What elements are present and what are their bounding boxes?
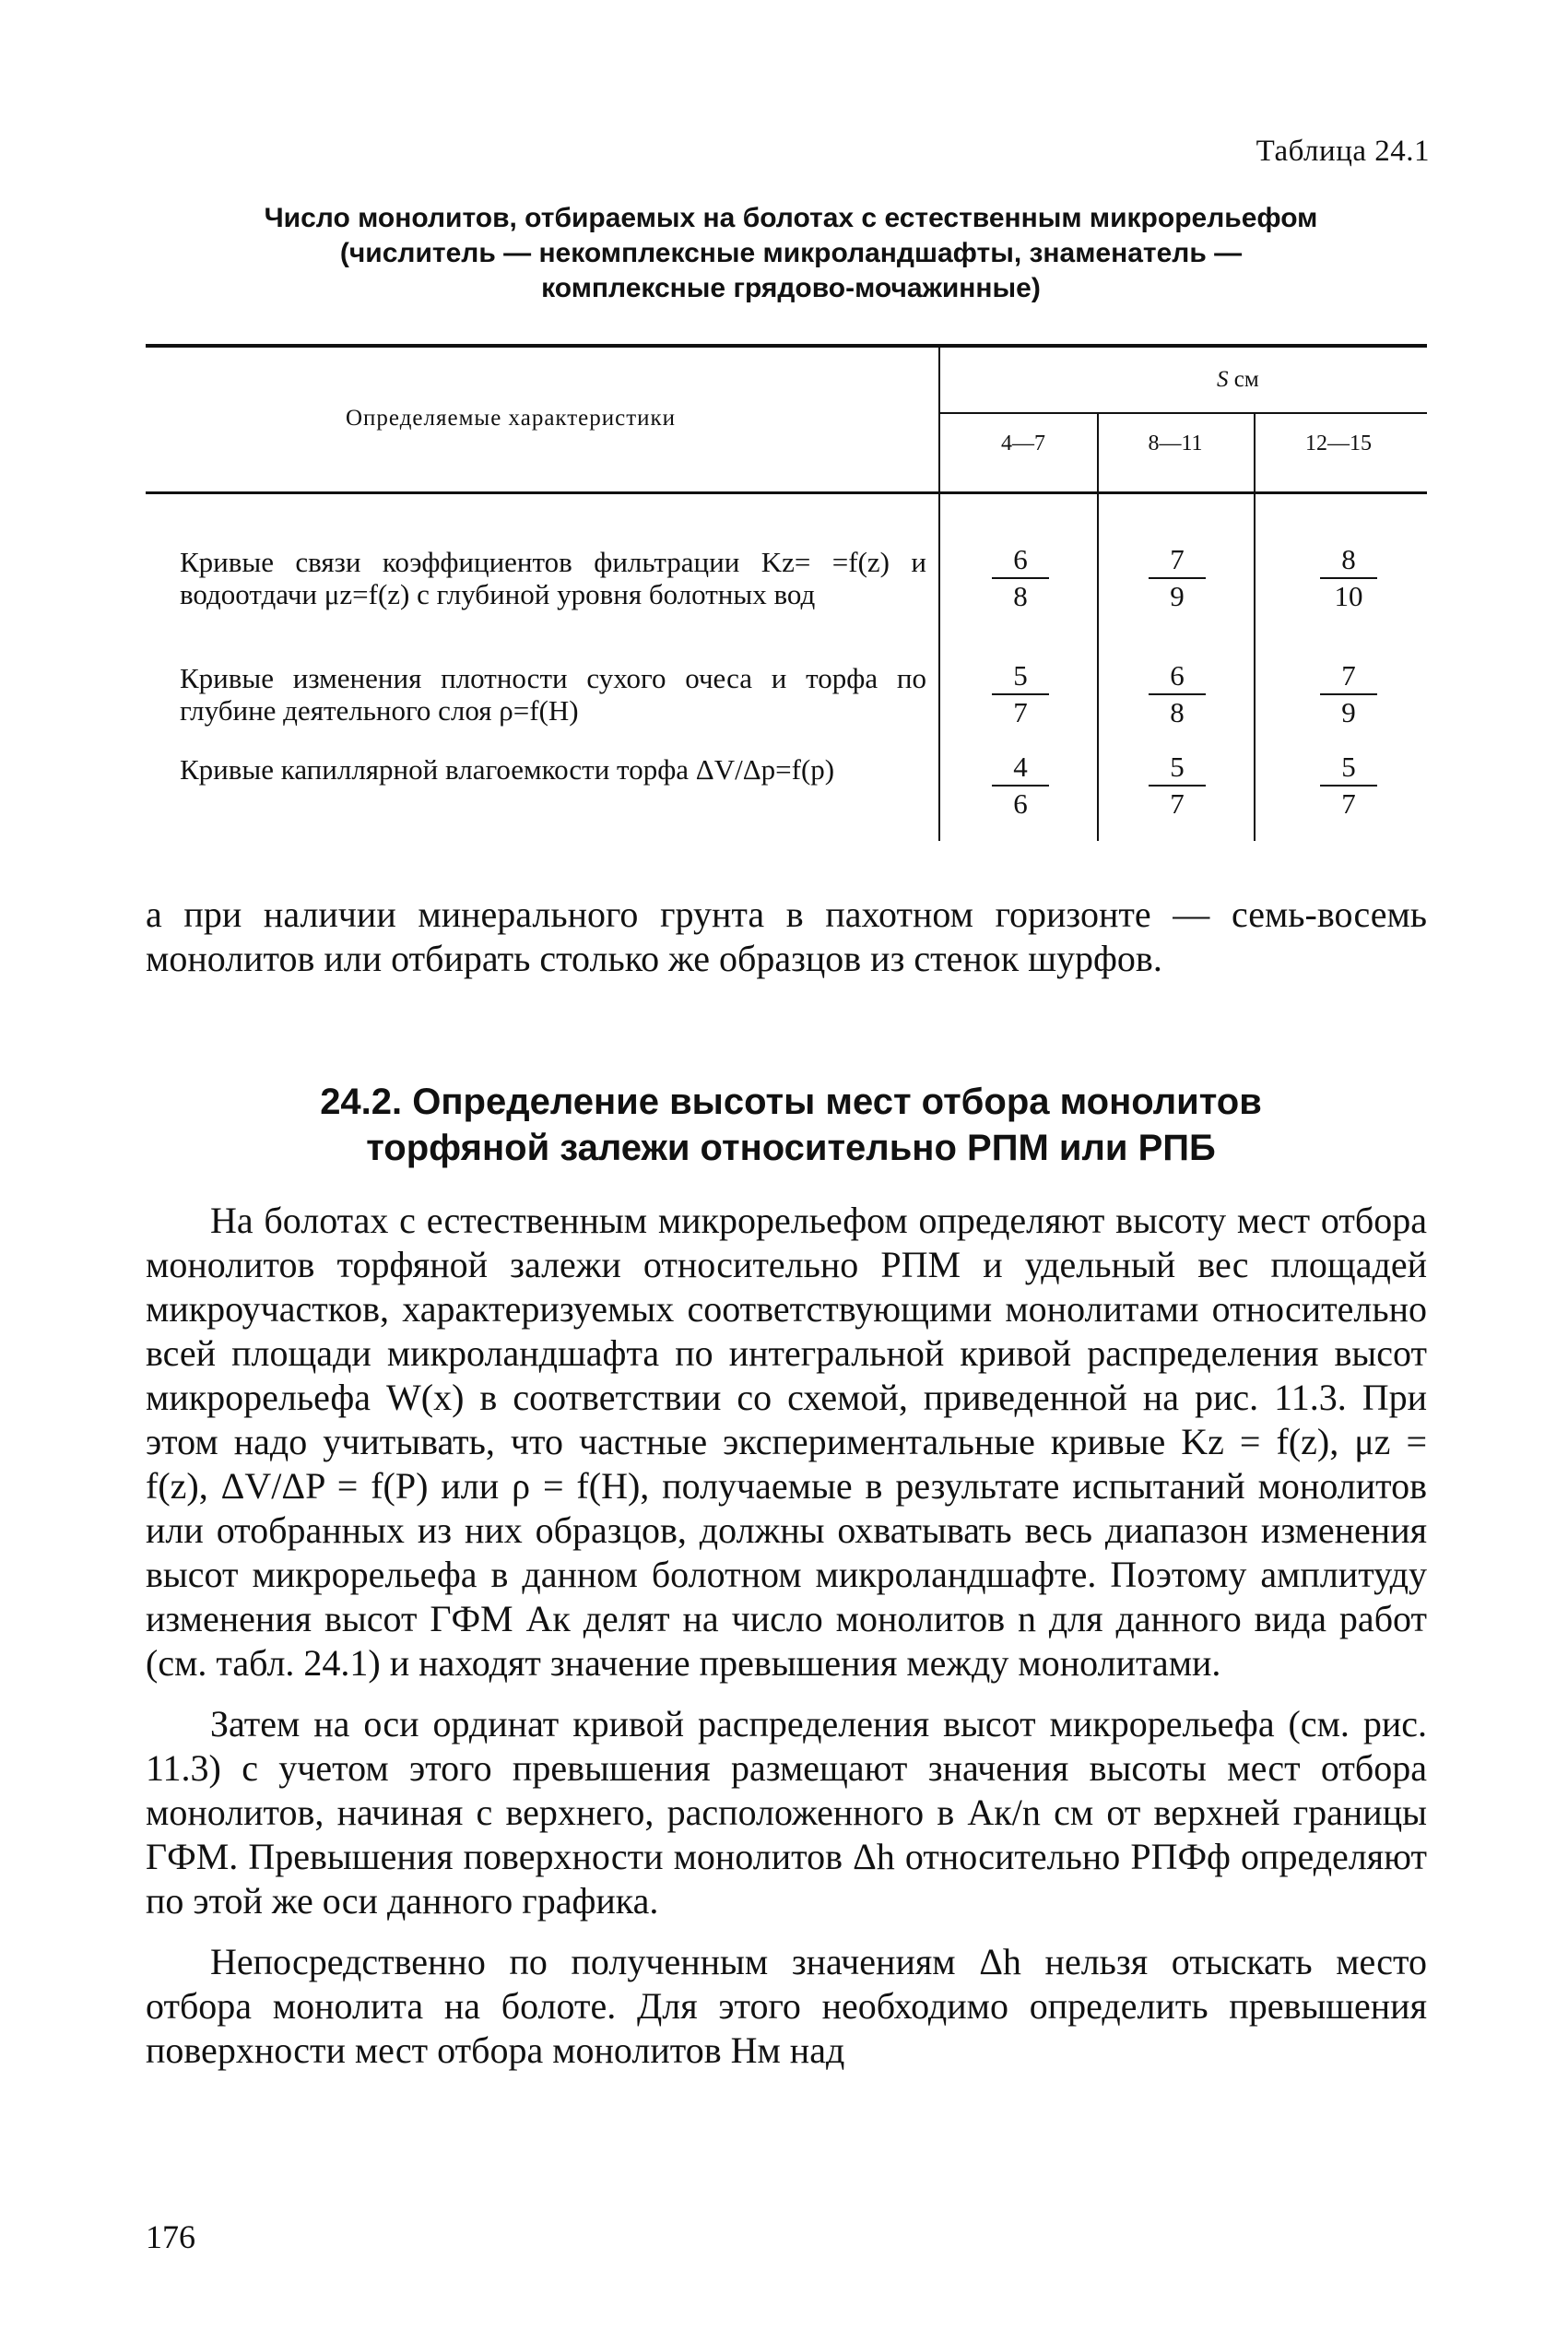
paragraph: а при наличии минерального грунта в пахотном горизонте — семь-восемь монолитов или отбирать столько же образцов из стенок шурфов. — [146, 893, 1427, 979]
table-cell-fraction: 7 9 — [1136, 544, 1219, 612]
table-column-divider — [938, 348, 940, 841]
column-header: 8—11 — [1148, 432, 1203, 455]
table-cell-fraction: 4 6 — [979, 751, 1062, 820]
table-row-label: Кривые связи коэффициентов фильтрации Kz= =f(z) и водоотдачи μz=f(z) с глубиной уровня болотных вод — [180, 546, 926, 610]
table-caption — [146, 201, 1436, 306]
section-heading-line: 24.2. Определение высоты мест отбора монолитов — [320, 1082, 1262, 1122]
table-cell-fraction: 6 8 — [1136, 660, 1219, 728]
header-subrule — [938, 412, 1427, 414]
table-row-label: Кривые капиллярной влагоемкости торфа ΔV/Δp=f(p) — [180, 753, 835, 786]
caption-line: (числитель — некомплексные микроландшафты, знаменатель — — [339, 238, 1243, 268]
header-characteristic: Определяемые характеристики — [346, 406, 677, 431]
section-heading-line: торфяной залежи относительно РПМ или РПБ — [366, 1128, 1216, 1168]
table-cell-fraction: 5 7 — [979, 660, 1062, 728]
caption-line: Число монолитов, отбираемых на болотах с естественным микрорельефом — [264, 203, 1318, 233]
table-row-label: Кривые изменения плотности сухого очеса и торфа по глубине деятельного слоя ρ=f(H) — [180, 662, 926, 727]
paragraph: Непосредственно по полученным значениям Δh нельзя отыскать место отбора монолита на болоте. Для этого необходимо определить превышения поверхности мест отбора монолитов Hм над — [146, 1941, 1427, 2071]
column-header: 4—7 — [1001, 432, 1045, 455]
paragraph: Затем на оси ординат кривой распределения высот микрорельефа (см. рис. 11.3) с учетом этого превышения размещают значения высоты мест отбора монолитов, начиная с верхнего, расположенного в Aк/n см от верхней границы ГФМ. Превышения поверхности монолитов Δh относительно РПФф определяют по этой же оси данного графика. — [146, 1703, 1427, 1922]
table-column-divider — [1097, 414, 1099, 841]
header-s: S см — [1217, 367, 1259, 392]
caption-line: комплексные грядово-мочажинные) — [541, 273, 1041, 303]
table-column-divider — [1254, 414, 1256, 841]
header-bottom-rule — [146, 491, 1427, 494]
table-label: Таблица 24.1 — [1256, 135, 1430, 168]
page-number: 176 — [146, 2218, 195, 2255]
intro-paragraph — [146, 893, 1427, 981]
table-cell-fraction: 8 10 — [1307, 544, 1390, 612]
table-cell-fraction: 6 8 — [979, 544, 1062, 612]
table-cell-fraction: 5 7 — [1136, 751, 1219, 820]
table-cell-fraction: 7 9 — [1307, 660, 1390, 728]
column-header: 12—15 — [1305, 432, 1372, 455]
table-cell-fraction: 5 7 — [1307, 751, 1390, 820]
section-heading — [146, 1079, 1436, 1171]
table-top-rule — [146, 344, 1427, 348]
paragraph: На болотах с естественным микрорельефом определяют высоту мест отбора монолитов торфяной залежи относительно РПМ и удельный вес площадей микроучастков, характеризуемых соответствующими монолитами относительно всей площади микроландшафта по интегральной кривой распределения высот микрорельефа W(x) в соответствии со схемой, приведенной на рис. 11.3. При этом надо учитывать, что частные экспериментальные кривые Kz = f(z), μz = f(z), ΔV/ΔP = f(P) или ρ = f(H), получаемые в результате испытаний монолитов или отобранных из них образцов, должны охватывать весь диапазон изменения высот микрорельефа в данном болотном микроландшафте. Поэтому амплитуду изменения высот ГФМ Aк делят на число монолитов n для данного вида работ (см. табл. 24.1) и находят значение превышения между монолитами. — [146, 1200, 1427, 1684]
section-body — [146, 1199, 1427, 2073]
